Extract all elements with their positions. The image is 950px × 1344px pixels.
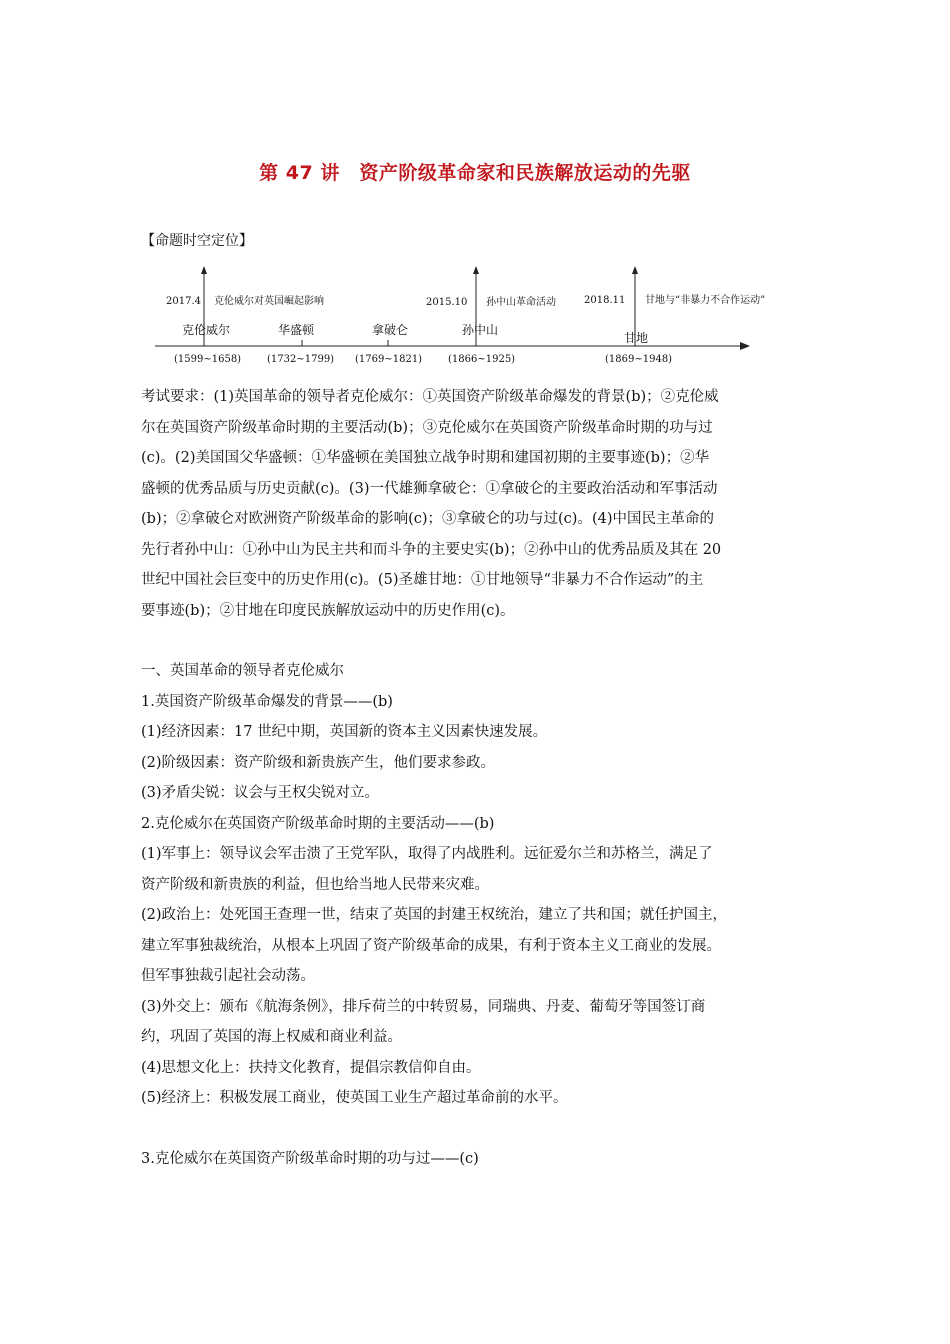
text-line: (b)；②拿破仑对欧洲资产阶级革命的影响(c)；③拿破仑的功与过(c)。(4)中国民主革命的: [141, 511, 715, 527]
person-name-4: 孙中山: [462, 323, 499, 337]
event-text-2: 孙中山革命活动: [486, 297, 556, 308]
text-line: (2)阶级因素：资产阶级和新贵族产生，他们要求参政。: [141, 754, 496, 771]
text-line: 要事迹(b)；②甘地在印度民族解放运动中的历史作用(c)。: [141, 602, 515, 619]
person-name-5: 甘地: [624, 331, 649, 345]
text-line: (c)。(2)美国国父华盛顿：①华盛顿在美国独立战争时期和建国初期的主要事迹(b)；②华: [141, 450, 710, 466]
text-line: 世纪中国社会巨变中的历史作用(c)。(5)圣雄甘地：①甘地领导“非暴力不合作运动”的主: [141, 572, 704, 588]
text-line: 但军事独裁引起社会动荡。: [141, 968, 315, 984]
text-line: 约，巩固了英国的海上权威和商业利益。: [141, 1029, 402, 1045]
timeline-diagram: [150, 262, 766, 372]
exam-requirements: [141, 382, 821, 626]
text-line: (5)经济上：积极发展工商业，使英国工业生产超过革命前的水平。: [141, 1090, 568, 1106]
person-years-3: (1769~1821): [355, 354, 423, 365]
text-line: 先行者孙中山：①孙中山为民主共和而斗争的主要史实(b)；②孙中山的优秀品质及其在 20: [141, 541, 722, 558]
text-line: (4)思想文化上：扶持文化教育，提倡宗教信仰自由。: [141, 1059, 481, 1076]
page-title: 第 47 讲 资产阶级革命家和民族解放运动的先驱: [259, 162, 691, 184]
event-text-1: 克伦威尔对英国崛起影响: [214, 296, 324, 307]
person-years-1: (1599~1658): [174, 354, 242, 365]
timeline-axis-arrow: [740, 342, 750, 350]
text-line: 盛顿的优秀品质与历史贡献(c)。(3)一代雄狮拿破仑：①拿破仑的主要政治活动和军事活动: [141, 480, 718, 497]
text-line: 建立军事独裁统治，从根本上巩固了资产阶级革命的成果，有利于资本主义工商业的发展。: [141, 937, 721, 954]
timeline-svg: [150, 262, 766, 372]
text-line: (3)矛盾尖锐：议会与王权尖锐对立。: [141, 785, 380, 801]
section-merits: [141, 1144, 821, 1175]
person-years-2: (1732~1799): [267, 354, 335, 365]
text-line: (2)政治上：处死国王查理一世，结束了英国的封建王权统治，建立了共和国；就任护国主，: [141, 907, 728, 923]
section-tag: 【命题时空定位】: [141, 233, 253, 249]
event-arrowhead-3: [632, 266, 638, 274]
event-date-1: 2017.4: [166, 296, 201, 307]
event-arrowhead-1: [201, 266, 207, 274]
event-text-3: 甘地与“非暴力不合作运动”: [645, 295, 766, 306]
text-line: (1)军事上：领导议会军击溃了王党军队，取得了内战胜利。远征爱尔兰和苏格兰，满足了: [141, 846, 713, 862]
spacer: [141, 1114, 821, 1144]
section-heading: 一、英国革命的领导者克伦威尔: [141, 663, 344, 679]
person-years-4: (1866~1925): [448, 354, 516, 365]
spacer: [141, 626, 821, 656]
event-arrowhead-2: [473, 266, 479, 274]
person-name-2: 华盛顿: [278, 323, 315, 337]
person-name-3: 拿破仑: [372, 323, 409, 337]
text-line: (1)经济因素：17 世纪中期，英国新的资本主义因素快速发展。: [141, 724, 548, 740]
text-line: 考试要求：(1)英国革命的领导者克伦威尔：①英国资产阶级革命爆发的背景(b)；②克伦威: [141, 389, 719, 405]
subsection-heading: 1.英国资产阶级革命爆发的背景——(b): [141, 693, 393, 710]
section-cromwell: [141, 656, 821, 1114]
subsection-heading: 2.克伦威尔在英国资产阶级革命时期的主要活动——(b): [141, 815, 495, 832]
text-line: 资产阶级和新贵族的利益，但也给当地人民带来灾难。: [141, 876, 489, 893]
event-date-3: 2018.11: [584, 295, 626, 306]
subsection-heading: 3.克伦威尔在英国资产阶级革命时期的功与过——(c): [141, 1150, 479, 1167]
event-date-2: 2015.10: [426, 297, 468, 308]
person-years-5: (1869~1948): [605, 354, 673, 365]
person-name-1: 克伦威尔: [182, 323, 231, 337]
document-body: [141, 382, 821, 1174]
text-line: (3)外交上：颁布《航海条例》，排斥荷兰的中转贸易，同瑞典、丹麦、葡萄牙等国签订商: [141, 998, 706, 1015]
text-line: 尔在英国资产阶级革命时期的主要活动(b)；③克伦威尔在英国资产阶级革命时期的功与过: [141, 419, 713, 436]
